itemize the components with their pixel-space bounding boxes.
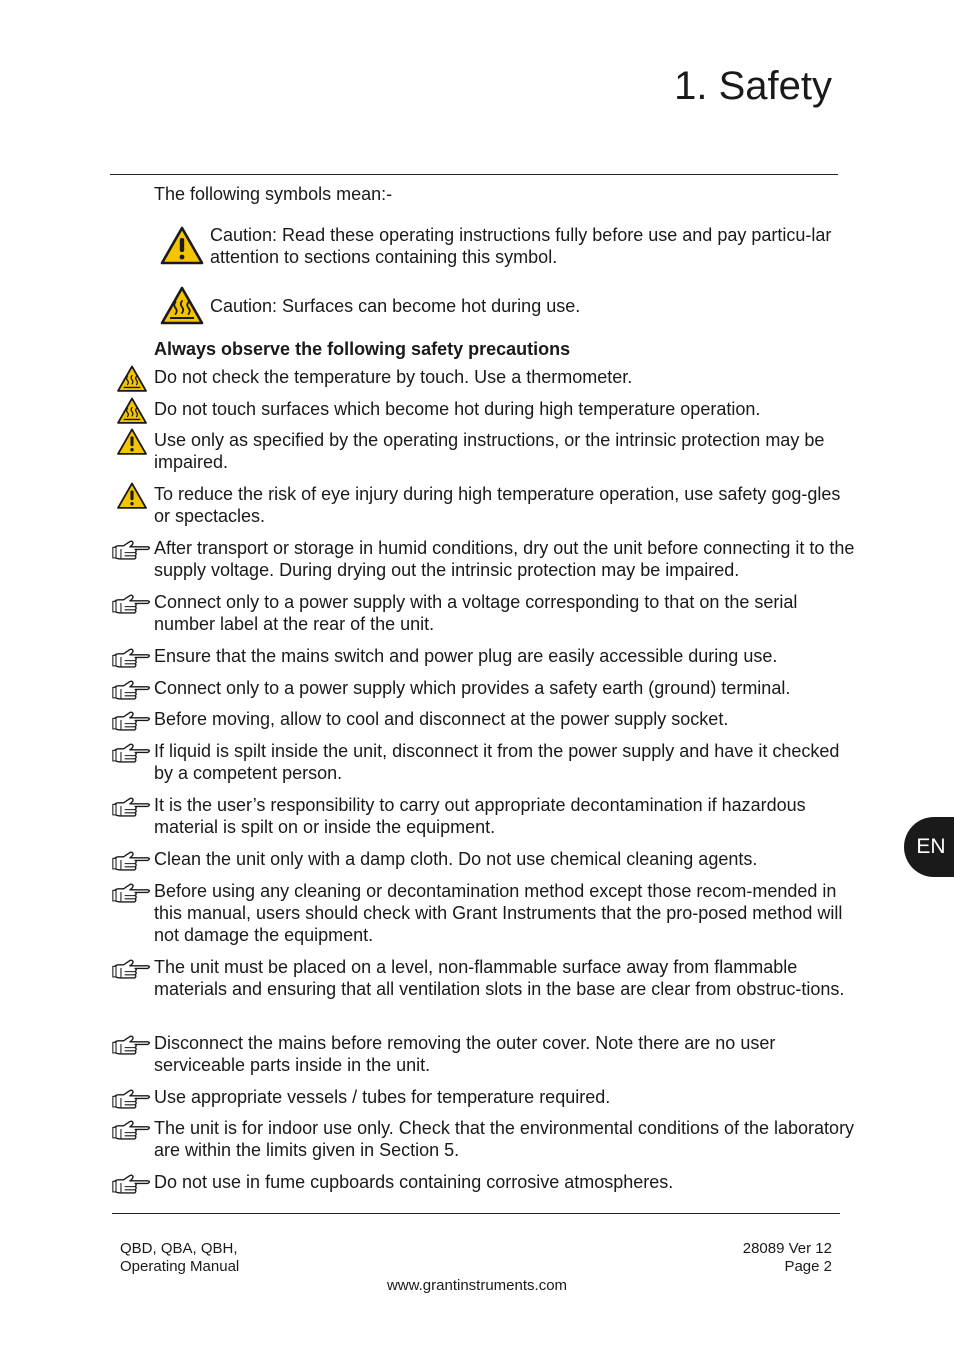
hot-surface-icon <box>160 284 204 328</box>
pointing-hand-icon <box>112 739 152 767</box>
list-item <box>112 794 856 838</box>
list-item <box>112 483 856 527</box>
list-item <box>112 740 856 784</box>
list-item-text: Connect only to a power supply which provides a safety earth (ground) terminal. <box>154 678 791 698</box>
footer-doc-version: 28089 Ver 12 <box>742 1240 832 1257</box>
list-item <box>112 708 856 735</box>
list-item-text: After transport or storage in humid conditions, dry out the unit before connecting it to the supply voltage. During drying out the intrinsic protection may be impaired. <box>154 538 855 580</box>
list-item <box>112 880 856 946</box>
pointing-hand-icon <box>112 1085 152 1113</box>
list-item <box>112 956 856 1000</box>
list-item <box>112 848 856 875</box>
hot-surface-icon <box>112 397 152 425</box>
list-item <box>112 537 856 581</box>
warning-triangle-icon <box>160 224 204 268</box>
list-item-text: It is the user’s responsibility to carry out appropriate decontamination if hazardous material is spilt on or inside the equipment. <box>154 795 806 837</box>
list-item <box>112 429 856 473</box>
warning-triangle-icon <box>112 482 152 510</box>
footer-models: QBD, QBA, QBH, <box>120 1240 238 1257</box>
list-item-text: Disconnect the mains before removing the outer cover. Note there are no user serviceable parts inside in the unit. <box>154 1033 776 1075</box>
footer-website-link[interactable]: www.grantinstruments.com <box>386 1277 568 1294</box>
warning-triangle-icon <box>112 428 152 456</box>
pointing-hand-icon <box>112 1170 152 1198</box>
list-item-text: Ensure that the mains switch and power plug are easily accessible during use. <box>154 646 778 666</box>
header-divider <box>110 174 838 175</box>
list-item-text: Before moving, allow to cool and disconnect at the power supply socket. <box>154 709 729 729</box>
list-item-text: Before using any cleaning or decontamination method except those recom-mended in this manual, users should check with Grant Instruments that the pro-posed method will not damage the equipment. <box>154 881 843 945</box>
pointing-hand-icon <box>112 1031 152 1059</box>
list-item <box>112 1117 856 1161</box>
list-item-text: Do not use in fume cupboards containing corrosive atmospheres. <box>154 1172 674 1192</box>
list-item-text: Use appropriate vessels / tubes for temperature required. <box>154 1087 611 1107</box>
list-item <box>112 645 856 672</box>
list-item-text: Use only as specified by the operating instructions, or the intrinsic protection may be impaired. <box>154 430 825 472</box>
pointing-hand-icon <box>112 676 152 704</box>
list-item <box>112 1086 856 1113</box>
list-item-text: The unit must be placed on a level, non-flammable surface away from flammable materials and ensuring that all ventilation slots in the base are clear from obstruc-tions. <box>154 957 845 999</box>
pointing-hand-icon <box>112 590 152 618</box>
pointing-hand-icon <box>112 644 152 672</box>
page-title: 1. Safety <box>674 64 832 108</box>
footer-divider <box>112 1213 840 1214</box>
symbol-legend-hot <box>160 284 856 328</box>
list-item-text: The unit is for indoor use only. Check that the environmental conditions of the laboratory are within the limits given in Section 5. <box>154 1118 855 1160</box>
list-item <box>112 677 856 704</box>
pointing-hand-icon <box>112 879 152 907</box>
list-item-text: To reduce the risk of eye injury during high temperature operation, use safety gog-gles or spectacles. <box>154 484 841 526</box>
symbol-legend-text: Caution: Read these operating instructions fully before use and pay particu-lar attention to sections containing this symbol. <box>210 225 832 267</box>
list-item-text: Connect only to a power supply with a voltage corresponding to that on the serial number label at the rear of the unit. <box>154 592 798 634</box>
list-item <box>112 398 856 425</box>
pointing-hand-icon <box>112 847 152 875</box>
symbol-legend-text: Caution: Surfaces can become hot during use. <box>210 296 581 316</box>
pointing-hand-icon <box>112 955 152 983</box>
footer-product-info <box>120 1240 239 1276</box>
list-item-text: Do not check the temperature by touch. Use a thermometer. <box>154 367 633 387</box>
list-item <box>112 1032 856 1076</box>
symbol-legend-caution <box>160 224 856 268</box>
footer-doc-info <box>743 1240 832 1276</box>
list-item <box>112 591 856 635</box>
pointing-hand-icon <box>112 536 152 564</box>
pointing-hand-icon <box>112 707 152 735</box>
precautions-heading: Always observe the following safety precautions <box>154 339 571 359</box>
pointing-hand-icon <box>112 793 152 821</box>
footer-doc-type: Operating Manual <box>120 1258 240 1275</box>
list-item <box>112 1171 856 1198</box>
footer-page-number: Page 2 <box>784 1258 832 1275</box>
language-tab[interactable]: EN <box>904 817 954 877</box>
list-item <box>112 366 856 393</box>
list-item-text: Clean the unit only with a damp cloth. Do not use chemical cleaning agents. <box>154 849 758 869</box>
pointing-hand-icon <box>112 1116 152 1144</box>
symbols-intro: The following symbols mean:- <box>154 184 393 204</box>
hot-surface-icon <box>112 365 152 393</box>
list-item-text: Do not touch surfaces which become hot during high temperature operation. <box>154 399 761 419</box>
list-item-text: If liquid is spilt inside the unit, disconnect it from the power supply and have it checked by a competent person. <box>154 741 840 783</box>
